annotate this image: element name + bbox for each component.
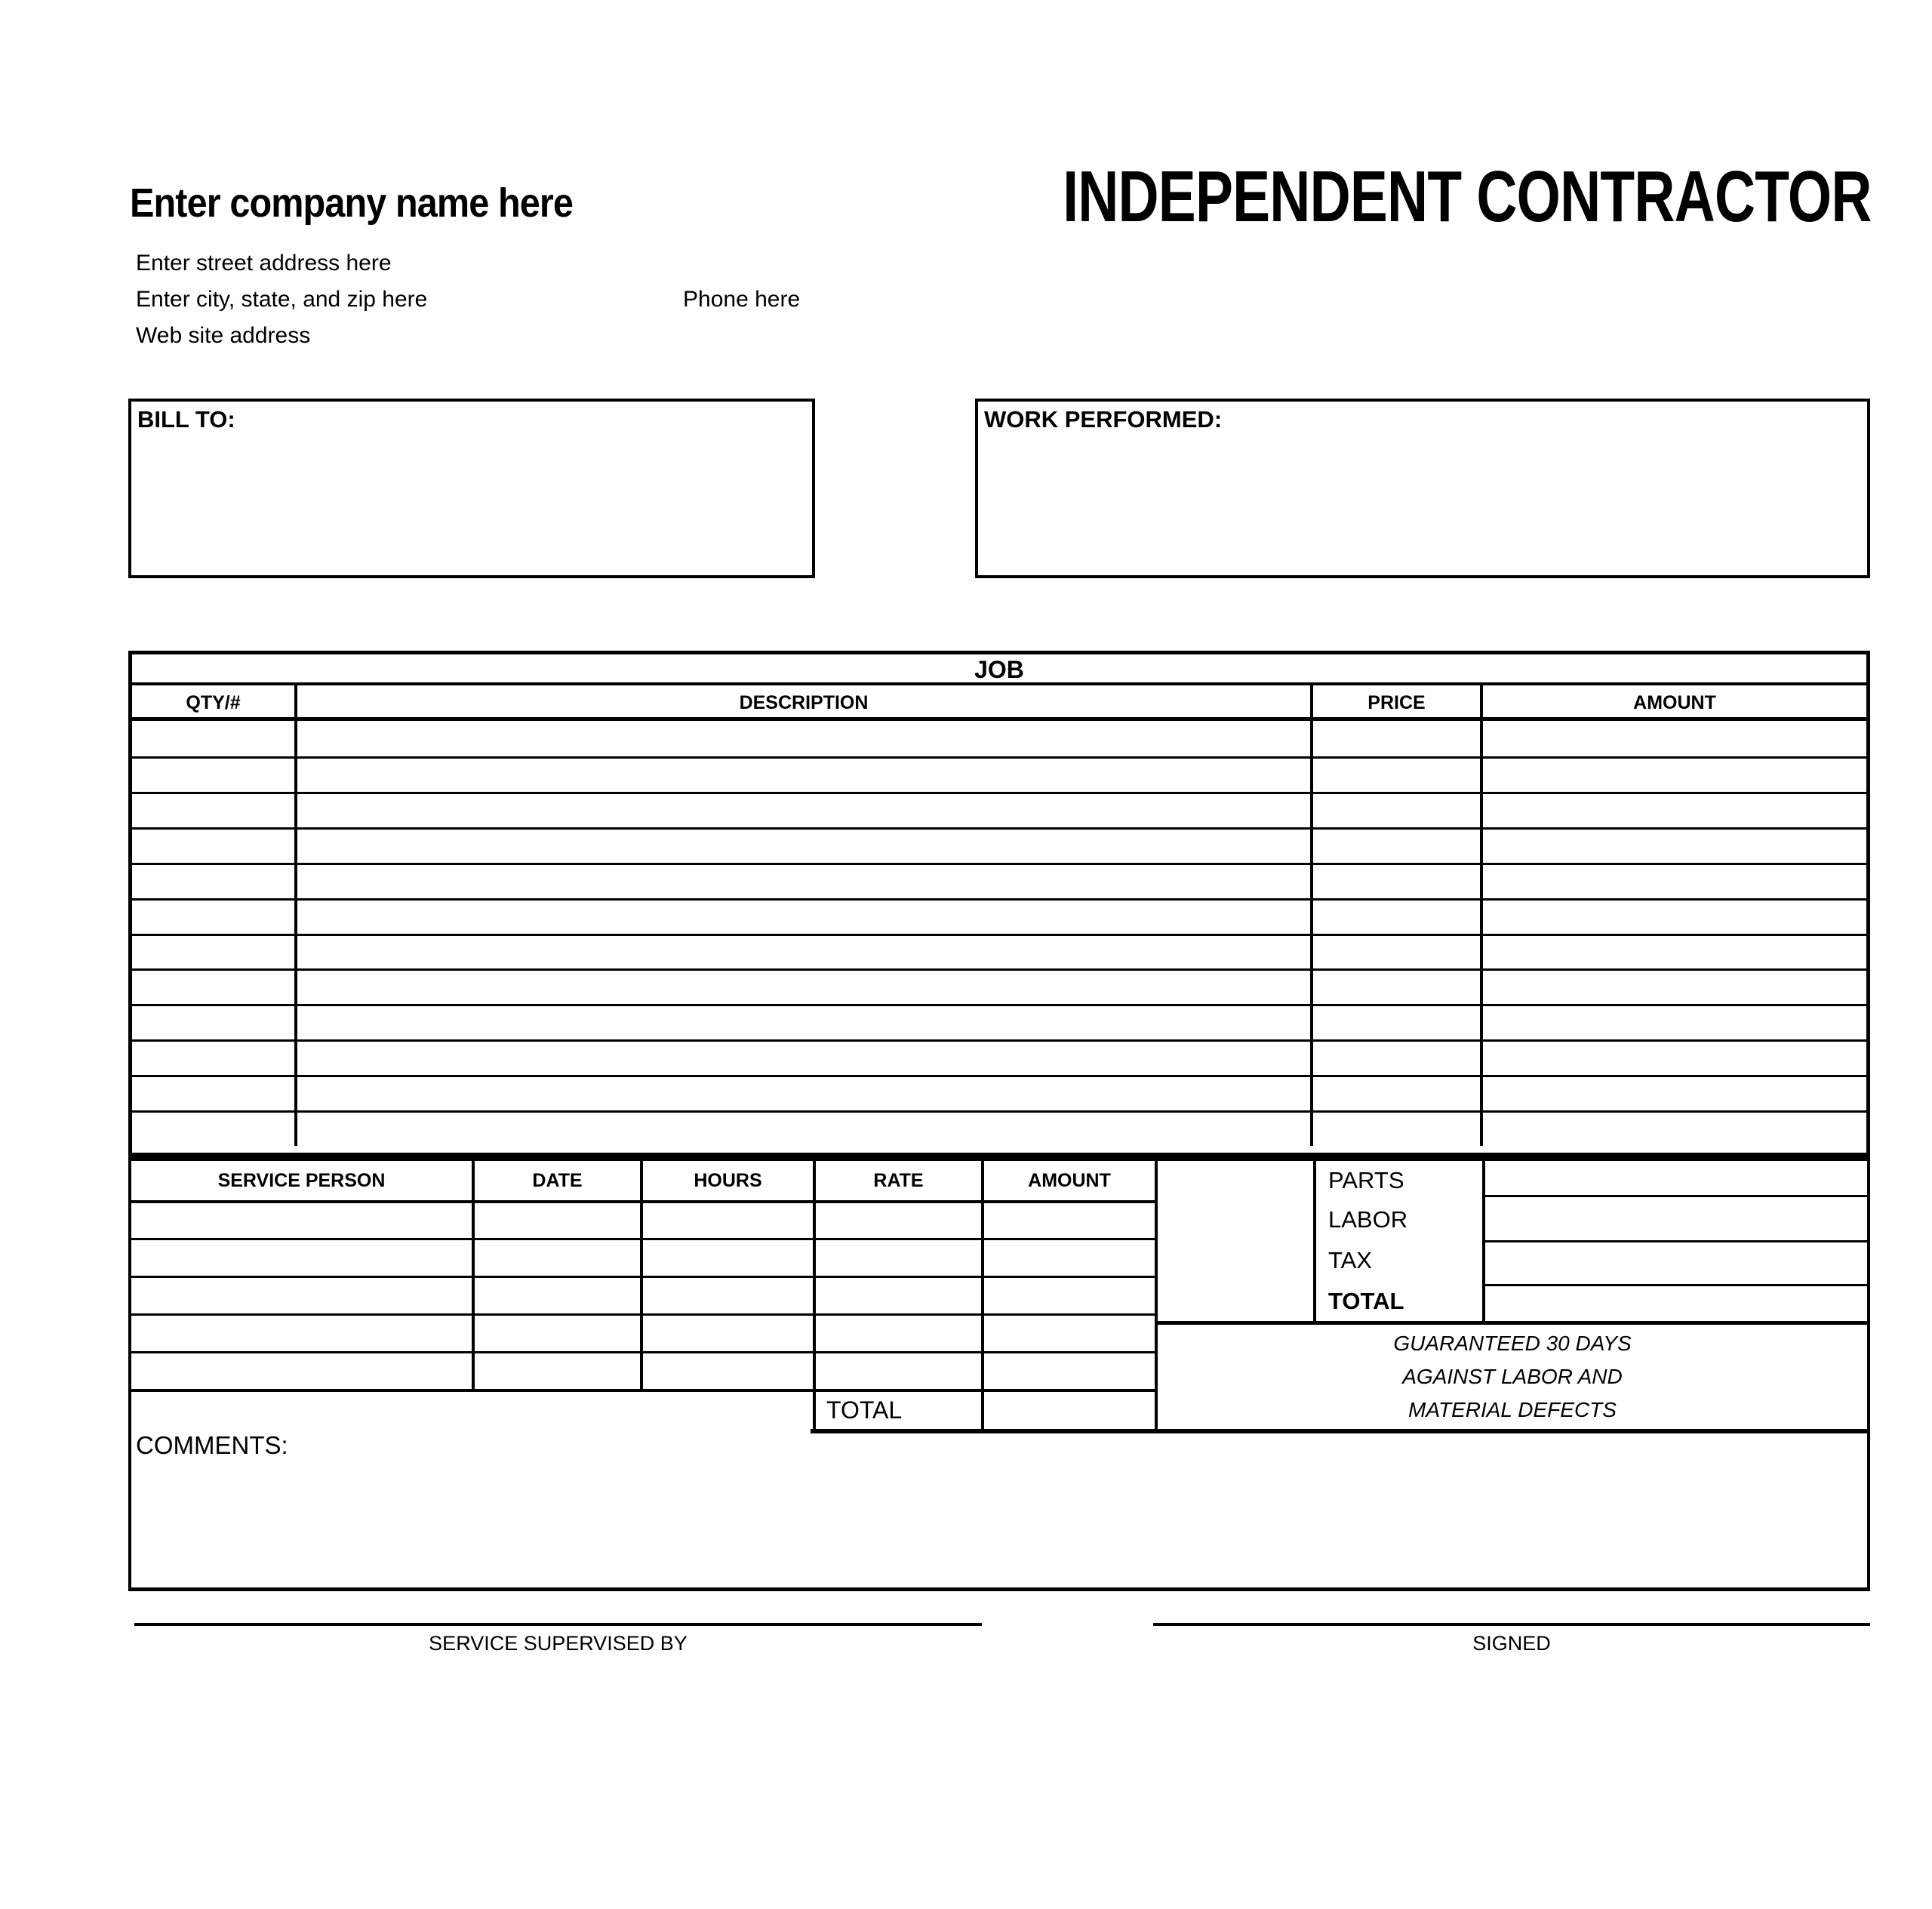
job-table-title: JOB	[132, 654, 1866, 685]
job-cell[interactable]	[1313, 971, 1483, 1004]
company-phone: Phone here	[683, 287, 801, 312]
service-row-rule	[128, 1238, 1158, 1240]
job-cell[interactable]	[132, 794, 297, 827]
job-table-row	[132, 898, 1866, 934]
service-cell[interactable]	[816, 1279, 981, 1313]
job-table-header	[132, 685, 1866, 721]
job-col-price: PRICE	[1313, 685, 1483, 720]
comments-label: COMMENTS:	[136, 1431, 288, 1459]
job-cell[interactable]	[1483, 759, 1866, 792]
bill-to-box[interactable]	[128, 399, 815, 578]
service-col-hours: HOURS	[694, 1170, 762, 1191]
job-cell[interactable]	[297, 794, 1313, 827]
service-cell[interactable]	[131, 1316, 472, 1351]
job-cell[interactable]	[132, 759, 297, 792]
job-cell[interactable]	[132, 1042, 297, 1075]
service-cell[interactable]	[816, 1203, 981, 1238]
job-cell[interactable]	[1313, 865, 1483, 898]
job-col-amount: AMOUNT	[1633, 692, 1716, 713]
service-divider	[1155, 1161, 1158, 1433]
job-cell[interactable]	[132, 1113, 297, 1146]
job-cell[interactable]	[297, 1006, 1313, 1039]
job-cell[interactable]	[1483, 1113, 1866, 1146]
job-cell[interactable]	[132, 1006, 297, 1039]
job-cell[interactable]	[132, 721, 297, 756]
job-cell[interactable]	[297, 759, 1313, 792]
job-cell[interactable]	[297, 830, 1313, 863]
job-cell[interactable]	[1313, 901, 1483, 934]
job-cell[interactable]	[1483, 865, 1866, 898]
job-cell[interactable]	[1313, 794, 1483, 827]
job-table-row	[132, 792, 1866, 827]
job-cell[interactable]	[1483, 936, 1866, 969]
job-table-row	[132, 721, 1866, 756]
total-row-bottom-rule	[811, 1429, 1870, 1433]
summary-total-label: TOTAL	[1328, 1288, 1404, 1314]
job-cell[interactable]	[1483, 1077, 1866, 1110]
job-table-row	[132, 1039, 1866, 1075]
service-cell[interactable]	[816, 1241, 981, 1276]
service-cell[interactable]	[643, 1279, 813, 1313]
service-cell[interactable]	[643, 1316, 813, 1351]
signature-line-right	[1153, 1623, 1870, 1626]
job-cell[interactable]	[1313, 1042, 1483, 1075]
company-name: Enter company name here	[130, 180, 574, 226]
job-table-row	[132, 1110, 1866, 1146]
job-cell[interactable]	[132, 971, 297, 1004]
service-cell[interactable]	[984, 1203, 1155, 1238]
summary-bottom-rule	[1158, 1321, 1870, 1325]
job-cell[interactable]	[132, 830, 297, 863]
company-street: Enter street address here	[136, 251, 392, 276]
service-col-date: DATE	[532, 1170, 583, 1191]
job-col-qty: QTY/#	[132, 685, 297, 720]
summary-parts-label: PARTS	[1328, 1167, 1404, 1193]
service-total-amount-cell[interactable]	[984, 1392, 1155, 1429]
service-cell[interactable]	[984, 1241, 1155, 1276]
summary-labor-label: LABOR	[1328, 1206, 1408, 1233]
signature-line-left	[134, 1623, 982, 1626]
job-cell[interactable]	[297, 936, 1313, 969]
comments-area[interactable]	[131, 1458, 1867, 1587]
job-cell[interactable]	[1313, 936, 1483, 969]
service-col-rate: RATE	[873, 1170, 924, 1191]
job-cell[interactable]	[1483, 794, 1866, 827]
service-cell[interactable]	[475, 1203, 640, 1238]
job-cell[interactable]	[1483, 1042, 1866, 1075]
service-row-rule	[128, 1313, 1158, 1316]
signature-left-label: SERVICE SUPERVISED BY	[429, 1632, 688, 1655]
service-col-person: SERVICE PERSON	[217, 1170, 386, 1191]
job-table	[128, 651, 1870, 1156]
service-cell[interactable]	[984, 1316, 1155, 1351]
svc-border-right	[1867, 1156, 1870, 1591]
job-cell[interactable]	[132, 936, 297, 969]
guarantee-line-1: GUARANTEED 30 DAYS	[1393, 1332, 1632, 1355]
service-cell[interactable]	[816, 1354, 981, 1389]
job-cell[interactable]	[132, 1077, 297, 1110]
service-total-label: TOTAL	[826, 1396, 903, 1424]
service-section	[128, 1156, 1870, 1591]
job-cell[interactable]	[1313, 1006, 1483, 1039]
signature-right-label: SIGNED	[1472, 1632, 1551, 1655]
service-row-rule	[128, 1351, 1158, 1353]
job-cell[interactable]	[132, 865, 297, 898]
job-cell[interactable]	[297, 1042, 1313, 1075]
service-cell[interactable]	[475, 1241, 640, 1276]
job-cell[interactable]	[1313, 1077, 1483, 1110]
company-website: Web site address	[136, 323, 311, 348]
service-cell[interactable]	[643, 1354, 813, 1389]
service-cell[interactable]	[475, 1354, 640, 1389]
work-performed-label: WORK PERFORMED:	[984, 406, 1223, 433]
summary-labor-cell[interactable]	[1485, 1197, 1867, 1240]
service-cell[interactable]	[131, 1241, 472, 1276]
job-table-row	[132, 756, 1866, 792]
job-cell[interactable]	[297, 971, 1313, 1004]
job-table-rows	[132, 721, 1866, 1146]
work-performed-box[interactable]	[975, 399, 1870, 578]
job-cell[interactable]	[297, 901, 1313, 934]
service-cell[interactable]	[131, 1203, 472, 1238]
service-cell[interactable]	[984, 1354, 1155, 1389]
job-cell[interactable]	[297, 1077, 1313, 1110]
service-cell[interactable]	[131, 1354, 472, 1389]
service-cell[interactable]	[475, 1316, 640, 1351]
job-table-row	[132, 1075, 1866, 1110]
job-col-description: DESCRIPTION	[297, 685, 1313, 720]
summary-divider-left	[1313, 1161, 1316, 1325]
job-cell[interactable]	[1483, 1006, 1866, 1039]
job-cell[interactable]	[1483, 721, 1866, 756]
service-cell[interactable]	[984, 1279, 1155, 1313]
job-cell[interactable]	[297, 721, 1313, 756]
summary-tax-cell[interactable]	[1485, 1242, 1867, 1284]
bill-to-label: BILL TO:	[137, 406, 235, 433]
service-cell[interactable]	[475, 1279, 640, 1313]
guarantee-line-2: AGAINST LABOR AND	[1402, 1365, 1623, 1388]
job-cell[interactable]	[297, 1113, 1313, 1146]
job-cell[interactable]	[132, 901, 297, 934]
job-table-row	[132, 863, 1866, 898]
service-col-amount: AMOUNT	[1028, 1170, 1111, 1191]
summary-tax-label: TAX	[1328, 1247, 1372, 1273]
service-cell[interactable]	[643, 1203, 813, 1238]
guarantee-line-3: MATERIAL DEFECTS	[1408, 1398, 1617, 1421]
job-table-row	[132, 934, 1866, 969]
job-cell[interactable]	[1313, 721, 1483, 756]
document-title: INDEPENDENT CONTRACTOR	[1063, 156, 1872, 237]
svc-border-bottom	[128, 1587, 1870, 1591]
service-cell[interactable]	[643, 1241, 813, 1276]
service-cell[interactable]	[816, 1316, 981, 1351]
service-row-rule	[128, 1276, 1158, 1278]
summary-total-cell[interactable]	[1485, 1286, 1867, 1321]
job-cell[interactable]	[1313, 759, 1483, 792]
service-cell[interactable]	[131, 1279, 472, 1313]
job-cell[interactable]	[1483, 830, 1866, 863]
job-table-row	[132, 968, 1866, 1004]
job-table-row	[132, 827, 1866, 863]
job-cell[interactable]	[1313, 1113, 1483, 1146]
job-cell[interactable]	[1483, 901, 1866, 934]
job-cell[interactable]	[1313, 830, 1483, 863]
company-city-state-zip: Enter city, state, and zip here	[136, 287, 428, 312]
job-cell[interactable]	[1483, 971, 1866, 1004]
summary-parts-cell[interactable]	[1485, 1161, 1867, 1195]
job-cell[interactable]	[297, 865, 1313, 898]
job-table-row	[132, 1004, 1866, 1039]
